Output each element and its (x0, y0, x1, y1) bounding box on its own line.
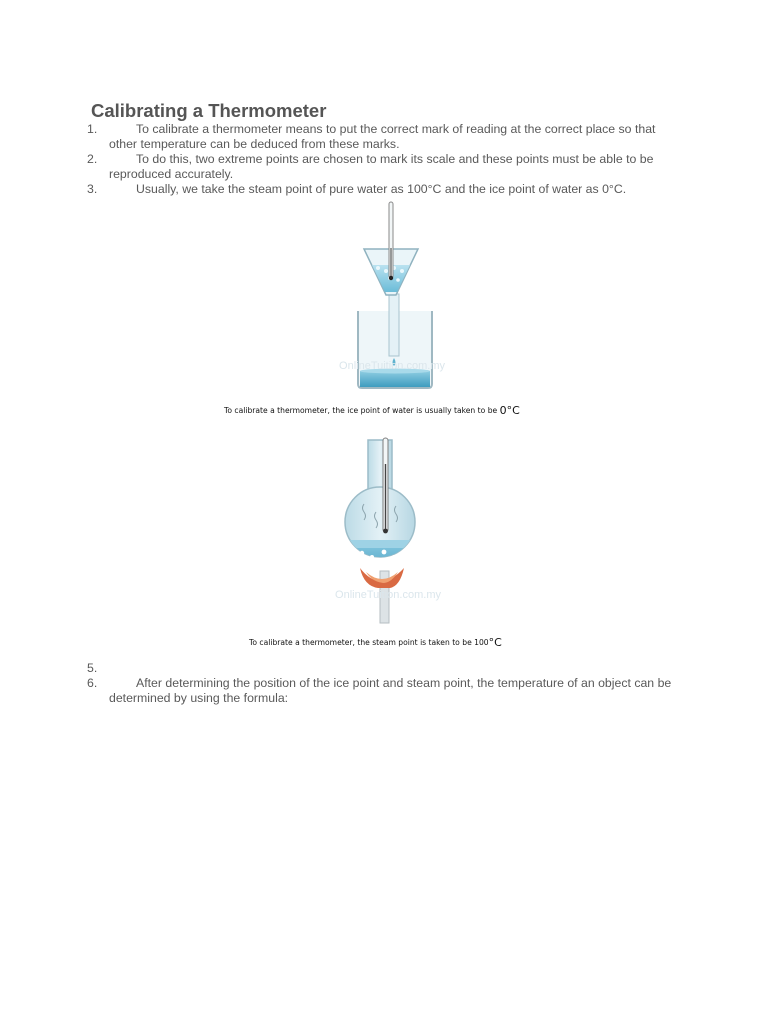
list-text: Usually, we take the steam point of pure water as 100°C and the ice point of water as 0°C. (136, 182, 627, 196)
list-item (87, 182, 672, 197)
steam-point-figure (320, 434, 460, 626)
list-text: To do this, two extreme points are chosen to mark its scale and these points must be able to be reproduced accurately. (109, 152, 654, 181)
caption-text: To calibrate a thermometer, the ice point of water is usually taken to be (224, 406, 498, 415)
list-number: 5. (87, 661, 98, 675)
steam-point-caption (249, 636, 502, 649)
caption-value: 0°C (499, 404, 520, 417)
list-item (87, 152, 672, 182)
steam-point-flask-flame-diagram-icon (320, 434, 460, 626)
list-item (87, 676, 672, 706)
list-number: 3. (87, 182, 98, 196)
watermark-text: OnlineTuition.com.my (335, 589, 441, 601)
list-number: 2. (87, 152, 98, 166)
ice-point-figure (320, 198, 460, 398)
list-text: After determining the position of the ice point and steam point, the temperature of an object can be determined by using the formula: (109, 676, 672, 705)
ice-point-funnel-beaker-diagram-icon (320, 198, 460, 398)
list-number: 6. (87, 676, 98, 690)
caption-text: To calibrate a thermometer, the steam point is taken to be 100 (249, 638, 489, 647)
list-number: 1. (87, 122, 98, 136)
list-item (87, 122, 672, 152)
list-text: To calibrate a thermometer means to put the correct mark of reading at the correct place so that other temperature can be deduced from these marks. (109, 122, 656, 151)
watermark-text: OnlineTuition.com.my (339, 360, 445, 372)
caption-value: °C (488, 636, 502, 649)
ice-point-caption (224, 404, 520, 417)
page-title: Calibrating a Thermometer (91, 100, 327, 121)
